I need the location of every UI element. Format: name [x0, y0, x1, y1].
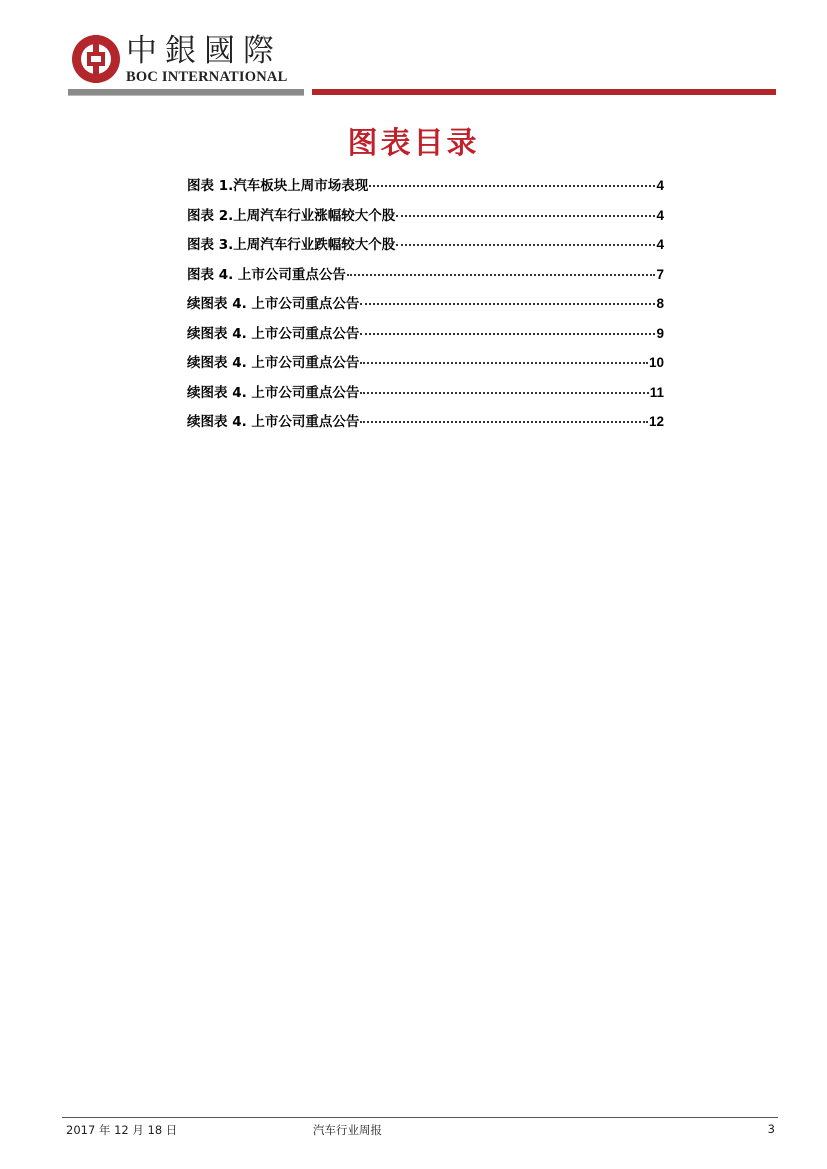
toc-leader-dots: [360, 420, 648, 423]
footer-report-name: 汽车行业周报: [313, 1123, 382, 1137]
toc-entry[interactable]: [187, 233, 664, 263]
toc-entry-page: 4: [656, 207, 664, 223]
toc-entry[interactable]: [187, 174, 664, 204]
toc-entry-page: 10: [648, 355, 664, 370]
toc-entry-label: 图表 3.上周汽车行业跌幅较大个股: [187, 237, 396, 253]
toc-entry-label: 续图表 4. 上市公司重点公告: [187, 296, 360, 312]
toc-leader-dots: [360, 361, 648, 364]
toc-entry[interactable]: [187, 410, 664, 440]
logo-english-name: BOC INTERNATIONAL: [126, 69, 288, 85]
header-rule-gray-underline: [68, 95, 304, 96]
toc-entry-label: 续图表 4. 上市公司重点公告: [187, 355, 360, 371]
footer-page-number: 3: [767, 1122, 775, 1136]
table-of-figures: [187, 174, 664, 440]
header-rule-red: [312, 89, 776, 95]
toc-entry-page: 12: [648, 414, 664, 429]
toc-leader-dots: [396, 243, 655, 246]
toc-entry[interactable]: [187, 292, 664, 322]
toc-entry-page: 9: [656, 325, 664, 341]
toc-entry[interactable]: [187, 322, 664, 352]
toc-entry[interactable]: [187, 263, 664, 293]
toc-entry[interactable]: [187, 381, 664, 411]
footer-date: 2017 年 12 月 18 日: [66, 1123, 178, 1137]
toc-leader-dots: [360, 332, 655, 335]
logo-chinese-name: 中銀國際: [126, 33, 282, 69]
toc-entry-label: 图表 2.上周汽车行业涨幅较大个股: [187, 207, 396, 224]
footer-rule: [62, 1117, 778, 1118]
boc-emblem-icon: [70, 33, 122, 85]
toc-entry-page: 4: [656, 178, 664, 193]
toc-entry-page: 8: [656, 296, 664, 311]
toc-entry-label: 续图表 4. 上市公司重点公告: [187, 325, 360, 342]
toc-entry-page: 11: [649, 384, 664, 400]
toc-entry-label: 图表 1.汽车板块上周市场表现: [187, 178, 369, 194]
toc-leader-dots: [369, 184, 655, 187]
toc-leader-dots: [396, 214, 655, 217]
toc-entry[interactable]: [187, 351, 664, 381]
boc-logo: [70, 33, 310, 89]
page-title: 图表目录: [347, 126, 480, 161]
toc-entry-label: 续图表 4. 上市公司重点公告: [187, 384, 360, 401]
toc-entry-page: 7: [656, 266, 664, 282]
toc-entry-page: 4: [656, 237, 664, 252]
toc-entry-label: 图表 4. 上市公司重点公告: [187, 266, 346, 283]
toc-entry[interactable]: [187, 204, 664, 234]
toc-leader-dots: [347, 273, 656, 276]
toc-leader-dots: [360, 391, 648, 394]
toc-leader-dots: [360, 302, 655, 305]
toc-entry-label: 续图表 4. 上市公司重点公告: [187, 414, 360, 430]
